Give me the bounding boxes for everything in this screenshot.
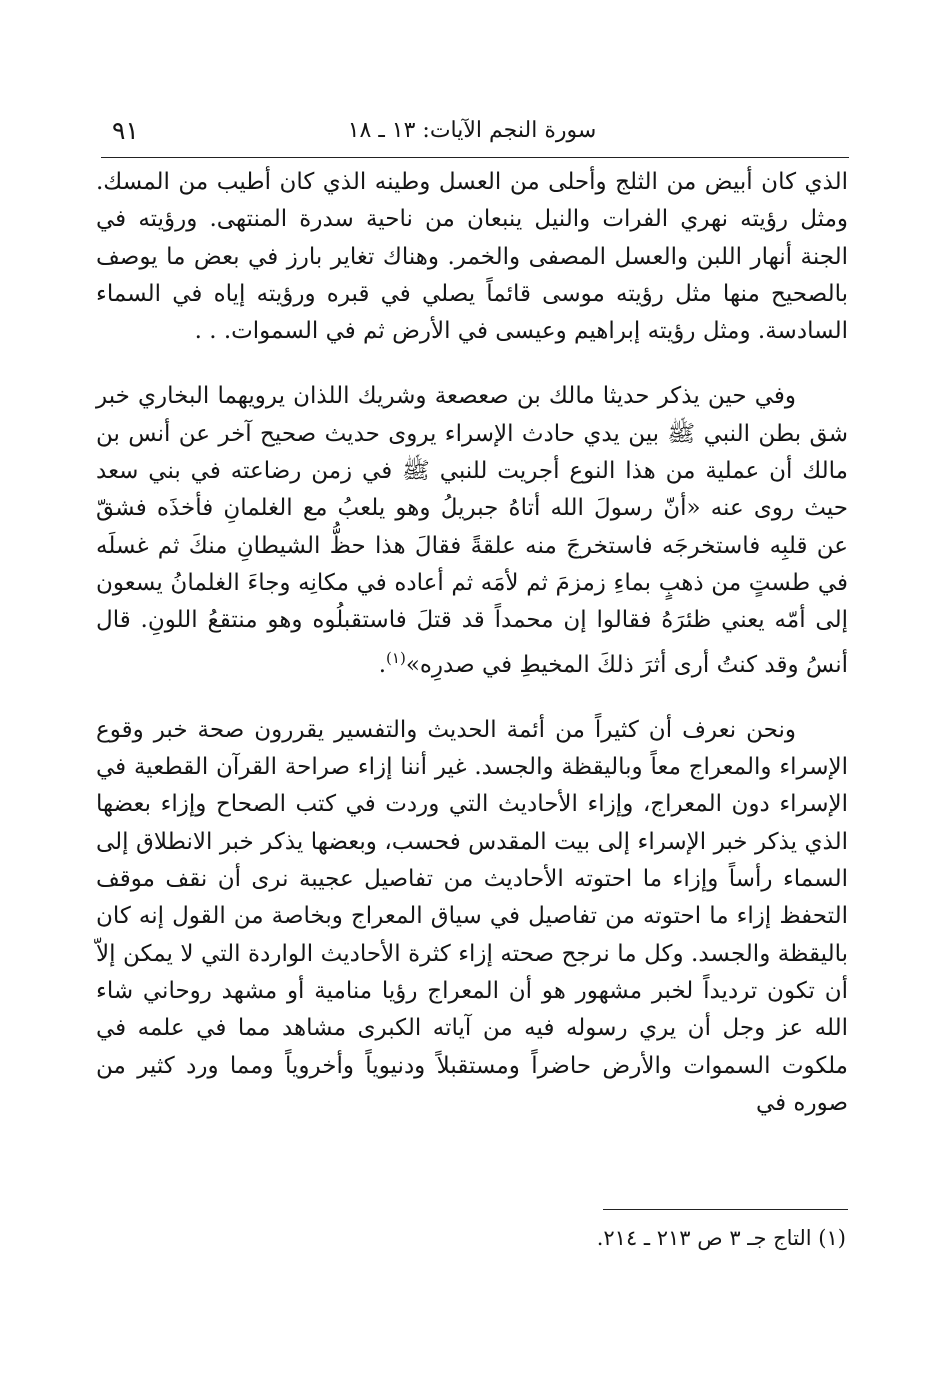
page-header (92, 112, 852, 158)
header-rule (101, 157, 849, 158)
page-number: ٩١ (112, 116, 139, 145)
paragraph-2 (96, 378, 848, 683)
paragraph-2-end: . (378, 651, 387, 678)
footnote-reference: (١) (386, 648, 406, 667)
paragraph-1: الذي كان أبيض من الثلج وأحلى من العسل وطينه الذي كان أطيب من المسك. ومثل رؤيته نهري الفرات والنيل ينبعان من ناحية سدرة المنتهى. ورؤيته في الجنة أنهار اللبن والعسل المصفى والخمر. وهناك تغاير بارز في بعض ما يوصف بالصحيح منها مثل رؤيته موسى قائماً يصلي في قبره ورؤيته إياه في السماء السادسة. ومثل رؤيته إبراهيم وعيسى في الأرض ثم في السموات. . . (96, 169, 848, 345)
paragraph-2-text: وفي حين يذكر حديثا مالك بن صعصعة وشريك اللذان يرويهما البخاري خبر شق بطن النبي ﷺ بين يدي حادث الإسراء يروى حديث صحيح آخر عن أنس بن مالك أن عملية من هذا النوع أجريت للنبي ﷺ في زمن رضاعته في بني سعد حيث روى عنه «أنّ رسولَ الله أتاهُ جبريلُ وهو يلعبُ مع الغلمانِ فأخذَه فشقّ عن قلبِه فاستخرجَه فاستخرجَ منه علقةً فقالَ هذا حظُّ الشيطانِ منكَ ثم غسلَه في طستٍ من ذهبٍ بماءِ زمزمَ ثم لأمَه ثم أعاده في مكانِه وجاءَ الغلمانُ يسعون إلى أمّه يعني ظئرَهُ فقالوا إن محمداً قد قتلَ فاستقبلُوه وهو منتقعُ اللونِ. قال أنسُ وقد كنتُ أرى أثرَ ذلكَ المخيطِ في صدرِه» (96, 383, 848, 678)
footnote-rule (603, 1209, 848, 1210)
body-text (96, 164, 848, 1122)
paragraph-3: ونحن نعرف أن كثيراً من أئمة الحديث والتفسير يقررون صحة خبر وقوع الإسراء والمعراج معاً وباليقظة والجسد. غير أننا إزاء صراحة القرآن القطعية في الإسراء دون المعراج، وإزاء الأحاديث التي وردت في كتب الصحاح وإزاء بعضها الذي يذكر خبر الإسراء إلى بيت المقدس فحسب، وبعضها يذكر خبر الانطلاق إلى السماء رأساً وإزاء ما احتوته الأحاديث من تفاصيل عجيبة نرى أن نقف موقف التحفظ إزاء ما احتوته من تفاصيل في سياق المعراج وبخاصة من القول إنه كان باليقظة والجسد. وكل ما نرجح صحته إزاء كثرة الأحاديث الواردة التي لا يمكن إلاّ أن تكون ترديداً لخبر مشهور هو أن المعراج رؤيا منامية أو مشهد روحاني شاء الله عز وجل أن يري رسوله فيه من آياته الكبرى مشاهد مما في علمه في ملكوت السموات والأرض حاضراً ومستقبلاً ودنيوياً وأخروياً ومما ورد كثير من صوره في (96, 716, 848, 1116)
footnote: (١) التاج جـ ٣ ص ٢١٣ ـ ٢١٤. (596, 1226, 846, 1250)
running-title: سورة النجم الآيات: ١٣ ـ ١٨ (347, 118, 597, 143)
